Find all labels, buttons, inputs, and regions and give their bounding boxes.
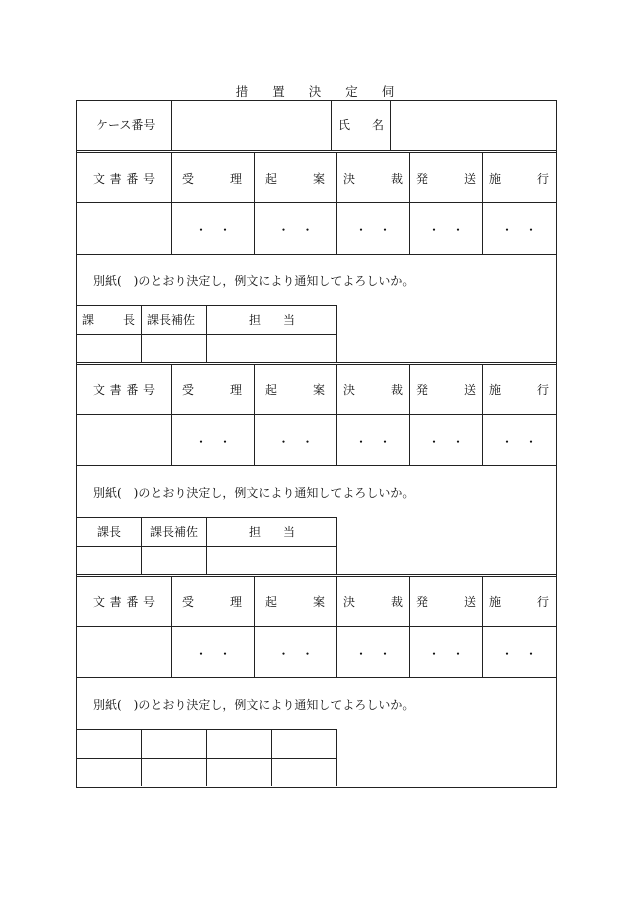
col-enforced — [489, 172, 549, 186]
name-field[interactable] — [392, 102, 554, 148]
section-separator — [76, 150, 557, 153]
char: 起 — [265, 383, 278, 397]
char: 決 — [343, 595, 356, 609]
char: 当 — [282, 313, 295, 327]
approval-sentence: 別紙( )のとおり決定し，例文により通知してよろしいか。 — [93, 698, 415, 712]
col-sent — [416, 383, 476, 397]
section-separator — [76, 362, 557, 365]
char: 文 — [93, 383, 106, 397]
col-line — [254, 152, 255, 254]
char: 番 — [126, 595, 139, 609]
date-approved[interactable]: ・ ・ — [354, 647, 391, 661]
col-line — [336, 152, 337, 254]
char: 送 — [463, 383, 476, 397]
form-title — [0, 82, 630, 100]
date-approved[interactable]: ・ ・ — [354, 435, 391, 449]
char: 当 — [282, 525, 295, 539]
staff-label — [249, 525, 295, 539]
char: 施 — [489, 172, 502, 186]
section-chief-label — [82, 313, 135, 327]
name-label-char: 氏 — [338, 118, 351, 132]
char: 文 — [93, 172, 106, 186]
char: 起 — [265, 595, 278, 609]
staff-label — [249, 313, 295, 327]
col-enforced — [489, 595, 549, 609]
date-received[interactable]: ・ ・ — [194, 647, 231, 661]
char: 番 — [126, 383, 139, 397]
col-sent — [416, 595, 476, 609]
col-line — [141, 305, 142, 363]
date-enforced[interactable]: ・ ・ — [500, 435, 537, 449]
col-line — [206, 517, 207, 574]
col-line — [171, 152, 172, 254]
char: 裁 — [390, 383, 403, 397]
title-char: 伺 — [381, 84, 395, 99]
row-line — [76, 677, 556, 678]
char: 発 — [416, 595, 429, 609]
col-line — [141, 517, 142, 574]
date-sent[interactable]: ・ ・ — [427, 223, 464, 237]
char: 課 — [82, 313, 95, 327]
char: 行 — [536, 172, 549, 186]
approval-sentence: 別紙( )のとおり決定し，例文により通知してよろしいか。 — [93, 274, 415, 288]
col-received — [182, 383, 242, 397]
title-char: 置 — [272, 84, 285, 99]
assistant-chief-label: 課長補佐 — [147, 313, 196, 327]
name-label — [338, 118, 384, 132]
char: 書 — [109, 383, 122, 397]
char: 送 — [463, 595, 476, 609]
char: 号 — [142, 595, 155, 609]
name-label-char: 名 — [371, 118, 384, 132]
char: 案 — [312, 383, 325, 397]
col-line — [482, 152, 483, 254]
char: 発 — [416, 172, 429, 186]
col-line — [206, 729, 207, 786]
char: 理 — [229, 383, 242, 397]
char: 理 — [229, 172, 242, 186]
col-approved — [343, 383, 403, 397]
section-chief-label: 課長 — [97, 525, 122, 539]
char: 文 — [93, 595, 106, 609]
col-line — [336, 305, 337, 363]
date-enforced[interactable]: ・ ・ — [500, 223, 537, 237]
char: 書 — [109, 172, 122, 186]
col-sent — [416, 172, 476, 186]
char: 発 — [416, 383, 429, 397]
char: 案 — [312, 172, 325, 186]
date-received[interactable]: ・ ・ — [194, 435, 231, 449]
char: 受 — [182, 595, 195, 609]
char: 号 — [142, 172, 155, 186]
col-line — [141, 729, 142, 786]
row-line — [76, 465, 556, 466]
col-drafted — [265, 172, 325, 186]
row-line — [76, 414, 556, 415]
char: 送 — [463, 172, 476, 186]
char: 決 — [343, 172, 356, 186]
char: 担 — [249, 313, 262, 327]
char: 起 — [265, 172, 278, 186]
date-received[interactable]: ・ ・ — [194, 223, 231, 237]
col-line — [206, 305, 207, 363]
char: 行 — [536, 383, 549, 397]
title-char: 措 — [235, 84, 249, 99]
col-approved — [343, 172, 403, 186]
char: 施 — [489, 383, 502, 397]
char: 番 — [126, 172, 139, 186]
col-line — [336, 729, 337, 786]
date-enforced[interactable]: ・ ・ — [500, 647, 537, 661]
date-sent[interactable]: ・ ・ — [427, 647, 464, 661]
char: 裁 — [390, 595, 403, 609]
date-drafted[interactable]: ・ ・ — [277, 223, 314, 237]
date-approved[interactable]: ・ ・ — [354, 223, 391, 237]
col-drafted — [265, 383, 325, 397]
col-drafted — [265, 595, 325, 609]
date-sent[interactable]: ・ ・ — [427, 435, 464, 449]
col-line — [271, 729, 272, 786]
col-line — [409, 152, 410, 254]
char: 施 — [489, 595, 502, 609]
char: 理 — [229, 595, 242, 609]
section-separator — [76, 574, 557, 577]
row-line — [76, 254, 556, 255]
row-line — [76, 626, 556, 627]
char: 行 — [536, 595, 549, 609]
assistant-chief-label: 課長補佐 — [150, 525, 199, 539]
char: 長 — [122, 313, 135, 327]
doc-number-label — [93, 383, 155, 397]
char: 担 — [249, 525, 262, 539]
title-char: 定 — [345, 84, 358, 99]
title-char: 決 — [308, 84, 322, 99]
col-received — [182, 595, 242, 609]
char: 受 — [182, 172, 195, 186]
divider — [390, 100, 391, 150]
col-approved — [343, 595, 403, 609]
col-line — [336, 517, 337, 574]
char: 決 — [343, 383, 356, 397]
case-number-field[interactable] — [173, 102, 329, 148]
date-drafted[interactable]: ・ ・ — [277, 647, 314, 661]
date-drafted[interactable]: ・ ・ — [277, 435, 314, 449]
col-received — [182, 172, 242, 186]
divider — [171, 100, 172, 150]
doc-number-label — [93, 172, 155, 186]
char: 号 — [142, 383, 155, 397]
char: 裁 — [390, 172, 403, 186]
col-enforced — [489, 383, 549, 397]
row-line — [76, 202, 556, 203]
char: 案 — [312, 595, 325, 609]
approval-sentence: 別紙( )のとおり決定し，例文により通知してよろしいか。 — [93, 486, 415, 500]
case-number-label: ケース番号 — [96, 118, 156, 132]
char: 受 — [182, 383, 195, 397]
doc-number-label — [93, 595, 155, 609]
char: 書 — [109, 595, 122, 609]
divider — [331, 100, 332, 150]
